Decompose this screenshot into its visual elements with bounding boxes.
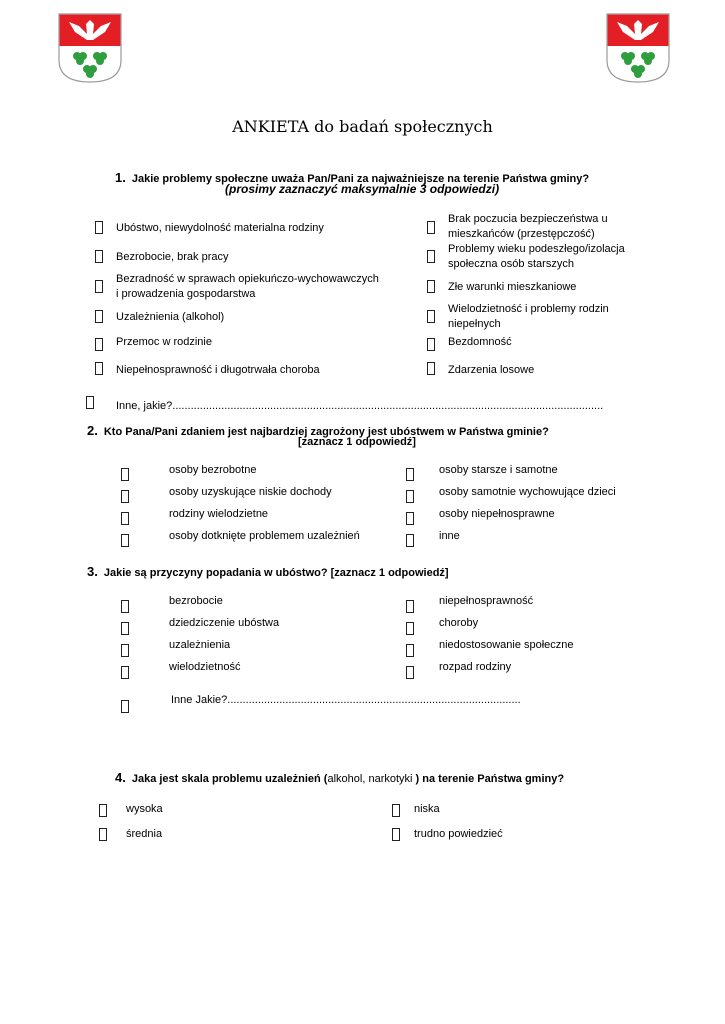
q1-left-option-1: Ubóstwo, niewydolność materialna rodziny (116, 222, 324, 234)
q1-right-checkbox-2[interactable] (427, 250, 435, 263)
q2-number: 2. (87, 423, 98, 438)
q4-number: 4. (115, 770, 126, 785)
q2-right-checkbox-2[interactable] (406, 490, 414, 503)
q2-left-option-1: osoby bezrobotne (169, 464, 257, 476)
q1-left-checkbox-3[interactable] (95, 280, 103, 293)
q1-right-option-2: Problemy wieku podeszłego/izolacja społeczna osób starszych (448, 243, 625, 270)
q3-left-checkbox-3[interactable] (121, 644, 129, 657)
q3-right-option-2: choroby (439, 617, 479, 629)
q3-right-option-3: niedostosowanie społeczne (439, 639, 574, 651)
q2-right-checkbox-3[interactable] (406, 512, 414, 525)
q1-left-option-6: Niepełnosprawność i długotrwała choroba (116, 364, 320, 376)
q4-right-option-2: trudno powiedzieć (414, 828, 503, 840)
q1-left-checkbox-6[interactable] (95, 362, 103, 375)
q1-right-checkbox-6[interactable] (427, 362, 435, 375)
q3-left-checkbox-4[interactable] (121, 666, 129, 679)
q1-right-option-5: Bezdomność (448, 336, 512, 348)
q2-left-checkbox-3[interactable] (121, 512, 129, 525)
q1-left-checkbox-4[interactable] (95, 310, 103, 323)
q4-right-checkbox-2[interactable] (392, 828, 400, 841)
q1-other-checkbox[interactable] (86, 396, 94, 409)
q4-question: 4. Jaka jest skala problemu uzależnień (alkohol, narkotyki ) na terenie Państwa gminy? (115, 770, 565, 785)
q3-left-checkbox-1[interactable] (121, 600, 129, 613)
q2-right-option-4: inne (439, 530, 460, 542)
q3-left-option-1: bezrobocie (169, 595, 223, 607)
q1-left-checkbox-1[interactable] (95, 221, 103, 234)
q1-right-checkbox-3[interactable] (427, 280, 435, 293)
coat-of-arms-left (57, 12, 123, 84)
q3-other-checkbox[interactable] (121, 700, 129, 713)
q2-right-option-1: osoby starsze i samotne (439, 464, 558, 476)
q2-note: [zaznacz 1 odpowiedź] (298, 436, 416, 448)
q3-right-option-1: niepełnosprawność (439, 595, 534, 607)
q1-right-checkbox-1[interactable] (427, 221, 435, 234)
coat-of-arms-right (605, 12, 671, 84)
q3-left-checkbox-2[interactable] (121, 622, 129, 635)
q2-left-option-2: osoby uzyskujące niskie dochody (169, 486, 332, 498)
q1-right-option-1: Brak poczucia bezpieczeństwa u mieszkańców (przestępczość) (448, 213, 608, 240)
q1-left-option-3: Bezradność w sprawach opiekuńczo-wychowawczych i prowadzenia gospodarstwa (116, 273, 379, 300)
q1-right-checkbox-4[interactable] (427, 310, 435, 323)
q2-right-checkbox-1[interactable] (406, 468, 414, 481)
q1-text: Jakie problemy społeczne uważa Pan/Pani za najważniejsze na terenie Państwa gminy? (131, 173, 590, 185)
q1-number: 1. (115, 170, 126, 185)
q1-note: (prosimy zaznaczyć maksymalnie 3 odpowiedzi) (225, 182, 500, 196)
q1-right-option-4: Wielodzietność i problemy rodzin niepełnych (448, 303, 609, 330)
q3-text: Jakie są przyczyny popadania w ubóstwo? [zaznacz 1 odpowiedź] (103, 567, 449, 579)
q2-right-option-2: osoby samotnie wychowujące dzieci (439, 486, 616, 498)
q1-left-option-2: Bezrobocie, brak pracy (116, 251, 229, 263)
q4-left-option-1: wysoka (126, 803, 163, 815)
q4-left-checkbox-1[interactable] (99, 804, 107, 817)
q2-right-checkbox-4[interactable] (406, 534, 414, 547)
document-title: ANKIETA do badań społecznych (232, 117, 493, 136)
q3-left-option-2: dziedziczenie ubóstwa (169, 617, 280, 629)
q3-question (87, 564, 449, 579)
q3-other-field[interactable]: Inne Jakie?................................................................................................ (171, 694, 521, 706)
q4-left-checkbox-2[interactable] (99, 828, 107, 841)
q2-left-checkbox-2[interactable] (121, 490, 129, 503)
q3-right-checkbox-2[interactable] (406, 622, 414, 635)
q3-number: 3. (87, 564, 98, 579)
q2-left-checkbox-1[interactable] (121, 468, 129, 481)
q3-left-option-4: wielodzietność (169, 661, 241, 673)
q2-left-option-4: osoby dotknięte problemem uzależnień (169, 530, 360, 542)
q1-left-option-5: Przemoc w rodzinie (116, 336, 212, 348)
q2-left-option-3: rodziny wielodzietne (169, 508, 269, 520)
q3-right-checkbox-4[interactable] (406, 666, 414, 679)
q3-right-checkbox-1[interactable] (406, 600, 414, 613)
q2-text: Kto Pana/Pani zdaniem jest najbardziej zagrożony jest ubóstwem w Państwa gminie? (103, 426, 549, 438)
q1-right-checkbox-5[interactable] (427, 338, 435, 351)
q4-right-option-1: niska (414, 803, 440, 815)
q1-left-checkbox-2[interactable] (95, 250, 103, 263)
q1-other-field[interactable]: Inne, jakie?............................................................................................................................................. (116, 400, 604, 412)
q3-right-option-4: rozpad rodziny (439, 661, 512, 673)
q4-right-checkbox-1[interactable] (392, 804, 400, 817)
q3-left-option-3: uzależnienia (169, 639, 231, 651)
q1-right-option-6: Zdarzenia losowe (448, 364, 535, 376)
q2-left-checkbox-4[interactable] (121, 534, 129, 547)
q1-left-option-4: Uzależnienia (alkohol) (116, 311, 225, 323)
q3-right-checkbox-3[interactable] (406, 644, 414, 657)
q4-left-option-2: średnia (126, 828, 163, 840)
q1-right-option-3: Złe warunki mieszkaniowe (448, 281, 577, 293)
q2-right-option-3: osoby niepełnosprawne (439, 508, 555, 520)
q1-left-checkbox-5[interactable] (95, 338, 103, 351)
